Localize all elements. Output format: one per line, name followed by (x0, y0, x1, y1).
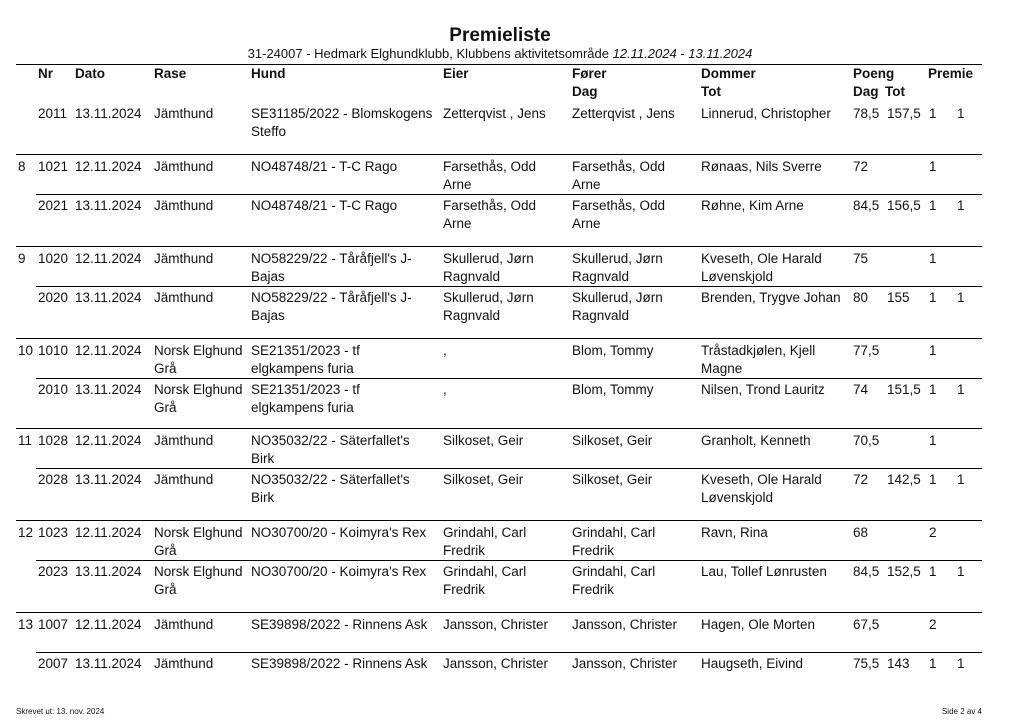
cell-premie-2: 1 (957, 472, 965, 487)
cell-dato: 13.11.2024 (75, 564, 142, 579)
cell-dommer: Brenden, Trygve Johan (701, 290, 841, 305)
header-poeng-tot: Tot (885, 84, 905, 99)
cell-eier: , (443, 382, 447, 397)
cell-rase: Norsk Elghund Grå (154, 564, 243, 597)
cell-premie-1: 1 (929, 382, 937, 397)
cell-forer: Skullerud, Jørn Ragnvald (572, 251, 663, 284)
cell-rase: Jämthund (154, 159, 214, 174)
cell-eier: Silkoset, Geir (443, 433, 524, 448)
cell-forer: Blom, Tommy (572, 382, 654, 397)
cell-rase: Jämthund (154, 433, 214, 448)
cell-premie-1: 1 (929, 198, 937, 213)
cell-poeng-dag: 72 (853, 472, 869, 487)
cell-poeng-dag: 84,5 (853, 564, 880, 579)
cell-eier: Zetterqvist , Jens (443, 106, 546, 121)
table-row (16, 612, 982, 653)
cell-poeng-dag: 78,5 (853, 106, 880, 121)
cell-dommer: Linnerud, Christopher (701, 106, 831, 121)
cell-rase: Jämthund (154, 106, 214, 121)
cell-hund: SE31185/2022 - Blomskogens Steffo (251, 106, 433, 139)
cell-dommer: Kveseth, Ole Harald Løvenskjold (701, 251, 822, 284)
cell-dato: 13.11.2024 (75, 382, 142, 397)
header-hund: Hund (251, 66, 286, 81)
header-poeng: Poeng (853, 66, 895, 81)
cell-dommer: Røhne, Kim Arne (701, 198, 804, 213)
cell-rase: Jämthund (154, 251, 214, 266)
cell-eier: Farsethås, Odd Arne (443, 159, 537, 192)
cell-poeng-tot: 151,5 (887, 382, 921, 397)
cell-dato: 12.11.2024 (75, 617, 142, 632)
cell-group: 9 (18, 251, 26, 266)
cell-dommer: Rønaas, Nils Sverre (701, 159, 822, 174)
cell-nr: 1007 (38, 617, 69, 632)
cell-poeng-dag: 74 (853, 382, 869, 397)
cell-dato: 12.11.2024 (75, 343, 142, 358)
cell-forer: Grindahl, Carl Fredrik (572, 564, 656, 597)
cell-rase: Jämthund (154, 198, 214, 213)
table-row (16, 520, 982, 561)
cell-eier: Silkoset, Geir (443, 472, 524, 487)
cell-premie-1: 1 (929, 159, 937, 174)
cell-poeng-tot: 152,5 (887, 564, 921, 579)
cell-nr: 1023 (38, 525, 69, 540)
cell-forer: Silkoset, Geir (572, 472, 653, 487)
header-premie: Premie (928, 66, 974, 81)
cell-premie-1: 1 (929, 343, 937, 358)
cell-dommer: Tråstadkjølen, Kjell Magne (701, 343, 816, 376)
header-forer: Fører (572, 66, 607, 81)
cell-premie-1: 1 (929, 251, 937, 266)
cell-premie-2: 1 (957, 564, 965, 579)
cell-premie-1: 2 (929, 617, 937, 632)
cell-forer: Grindahl, Carl Fredrik (572, 525, 656, 558)
cell-hund: SE21351/2023 - tf elgkampens furia (251, 382, 360, 415)
header-forer-dag: Dag (572, 84, 598, 99)
cell-nr: 1028 (38, 433, 69, 448)
cell-eier: , (443, 343, 447, 358)
cell-dato: 13.11.2024 (75, 656, 142, 671)
cell-dommer: Granholt, Kenneth (701, 433, 811, 448)
cell-poeng-dag: 72 (853, 159, 869, 174)
cell-premie-1: 1 (929, 106, 937, 121)
footer-page-number: Side 2 av 4 (941, 707, 982, 716)
cell-hund: NO58229/22 - Tåråfjell's J-Bajas (251, 290, 412, 323)
cell-poeng-dag: 70,5 (853, 433, 880, 448)
cell-hund: SE39898/2022 - Rinnens Ask (251, 656, 428, 671)
cell-group: 11 (18, 433, 33, 448)
cell-nr: 2028 (38, 472, 69, 487)
table-row (16, 560, 982, 612)
table-row (16, 378, 982, 428)
cell-poeng-dag: 84,5 (853, 198, 880, 213)
header-poeng-dag: Dag (853, 84, 879, 99)
cell-nr: 2007 (38, 656, 69, 671)
cell-hund: NO48748/21 - T-C Rago (251, 198, 398, 213)
cell-premie-2: 1 (957, 290, 965, 305)
header-nr: Nr (38, 66, 54, 81)
cell-dato: 12.11.2024 (75, 525, 142, 540)
cell-forer: Silkoset, Geir (572, 433, 653, 448)
cell-premie-1: 1 (929, 564, 937, 579)
cell-nr: 2011 (38, 106, 68, 121)
cell-eier: Jansson, Christer (443, 617, 549, 632)
cell-rase: Jämthund (154, 290, 214, 305)
cell-group: 10 (18, 343, 34, 358)
cell-dommer: Nilsen, Trond Lauritz (701, 382, 825, 397)
cell-eier: Skullerud, Jørn Ragnvald (443, 290, 534, 323)
table-row (16, 286, 982, 338)
cell-hund: NO35032/22 - Säterfallet's Birk (251, 472, 410, 505)
cell-rase: Jämthund (154, 472, 214, 487)
cell-premie-1: 1 (929, 472, 937, 487)
cell-group: 13 (18, 617, 34, 632)
cell-premie-2: 1 (957, 382, 965, 397)
table-row (16, 428, 982, 469)
cell-premie-2: 1 (957, 198, 965, 213)
subtitle-dates: 12.11.2024 - 13.11.2024 (612, 46, 753, 61)
cell-rase: Jämthund (154, 617, 214, 632)
cell-forer: Blom, Tommy (572, 343, 654, 358)
cell-forer: Farsethås, Odd Arne (572, 198, 666, 231)
cell-poeng-tot: 157,5 (887, 106, 921, 121)
cell-eier: Skullerud, Jørn Ragnvald (443, 251, 534, 284)
cell-poeng-dag: 68 (853, 525, 869, 540)
cell-dato: 12.11.2024 (75, 159, 142, 174)
document-title: Premieliste (449, 25, 551, 46)
cell-rase: Norsk Elghund Grå (154, 343, 243, 376)
cell-premie-2: 1 (957, 656, 965, 671)
cell-group: 8 (18, 159, 26, 174)
header-rase: Rase (154, 66, 187, 81)
table-row (16, 194, 982, 246)
cell-dato: 12.11.2024 (75, 251, 142, 266)
table-row (16, 338, 982, 379)
cell-nr: 1020 (38, 251, 69, 266)
cell-hund: NO30700/20 - Koimyra's Rex (251, 525, 427, 540)
header-dato: Dato (75, 66, 105, 81)
cell-poeng-dag: 75,5 (853, 656, 880, 671)
cell-hund: NO35032/22 - Säterfallet's Birk (251, 433, 410, 466)
cell-poeng-dag: 77,5 (853, 343, 880, 358)
cell-forer: Skullerud, Jørn Ragnvald (572, 290, 663, 323)
cell-forer: Jansson, Christer (572, 617, 678, 632)
cell-group: 12 (18, 525, 34, 540)
cell-hund: NO30700/20 - Koimyra's Rex (251, 564, 427, 579)
document-subtitle (0, 46, 1000, 61)
table-row (16, 468, 982, 520)
cell-premie-1: 1 (929, 656, 937, 671)
cell-eier: Jansson, Christer (443, 656, 549, 671)
footer-printed-date: Skrevet ut: 13. nov. 2024 (16, 707, 105, 716)
cell-eier: Farsethås, Odd Arne (443, 198, 537, 231)
table-row (16, 154, 982, 195)
cell-forer: Jansson, Christer (572, 656, 678, 671)
cell-rase: Norsk Elghund Grå (154, 382, 243, 415)
cell-dato: 13.11.2024 (75, 198, 142, 213)
cell-premie-1: 1 (929, 290, 937, 305)
cell-dommer: Hagen, Ole Morten (701, 617, 816, 632)
subtitle-club: 31-24007 - Hedmark Elghundklubb, Klubbens aktivitetsområde (247, 46, 613, 61)
cell-nr: 1010 (38, 343, 69, 358)
cell-dommer: Ravn, Rina (701, 525, 768, 540)
cell-dato: 13.11.2024 (75, 472, 142, 487)
cell-dommer: Haugseth, Eivind (701, 656, 804, 671)
cell-dommer: Lau, Tollef Lønrusten (701, 564, 827, 579)
table-row (16, 246, 982, 287)
cell-dommer: Kveseth, Ole Harald Løvenskjold (701, 472, 822, 505)
header-dommer: Dommer (701, 66, 756, 81)
cell-dato: 13.11.2024 (75, 106, 142, 121)
cell-rase: Jämthund (154, 656, 214, 671)
cell-hund: SE39898/2022 - Rinnens Ask (251, 617, 428, 632)
cell-poeng-tot: 142,5 (887, 472, 921, 487)
cell-forer: Farsethås, Odd Arne (572, 159, 666, 192)
header-eier: Eier (443, 66, 469, 81)
cell-hund: NO58229/22 - Tåråfjell's J-Bajas (251, 251, 412, 284)
header-dommer-tot: Tot (701, 84, 721, 99)
cell-dato: 13.11.2024 (75, 290, 142, 305)
cell-premie-1: 2 (929, 525, 937, 540)
cell-poeng-tot: 143 (887, 656, 910, 671)
cell-dato: 12.11.2024 (75, 433, 142, 448)
cell-nr: 1021 (38, 159, 69, 174)
cell-poeng-dag: 80 (853, 290, 869, 305)
table-row (16, 652, 982, 692)
cell-forer: Zetterqvist , Jens (572, 106, 675, 121)
table-row (16, 102, 982, 154)
cell-hund: NO48748/21 - T-C Rago (251, 159, 398, 174)
cell-eier: Grindahl, Carl Fredrik (443, 564, 527, 597)
cell-hund: SE21351/2023 - tf elgkampens furia (251, 343, 360, 376)
cell-rase: Norsk Elghund Grå (154, 525, 243, 558)
cell-nr: 2021 (38, 198, 69, 213)
cell-premie-1: 1 (929, 433, 937, 448)
cell-premie-2: 1 (957, 106, 965, 121)
table-header (16, 64, 982, 102)
cell-poeng-tot: 155 (887, 290, 910, 305)
cell-poeng-tot: 156,5 (887, 198, 921, 213)
cell-nr: 2023 (38, 564, 69, 579)
cell-poeng-dag: 67,5 (853, 617, 880, 632)
cell-nr: 2010 (38, 382, 69, 397)
cell-poeng-dag: 75 (853, 251, 869, 266)
cell-nr: 2020 (38, 290, 69, 305)
cell-eier: Grindahl, Carl Fredrik (443, 525, 527, 558)
